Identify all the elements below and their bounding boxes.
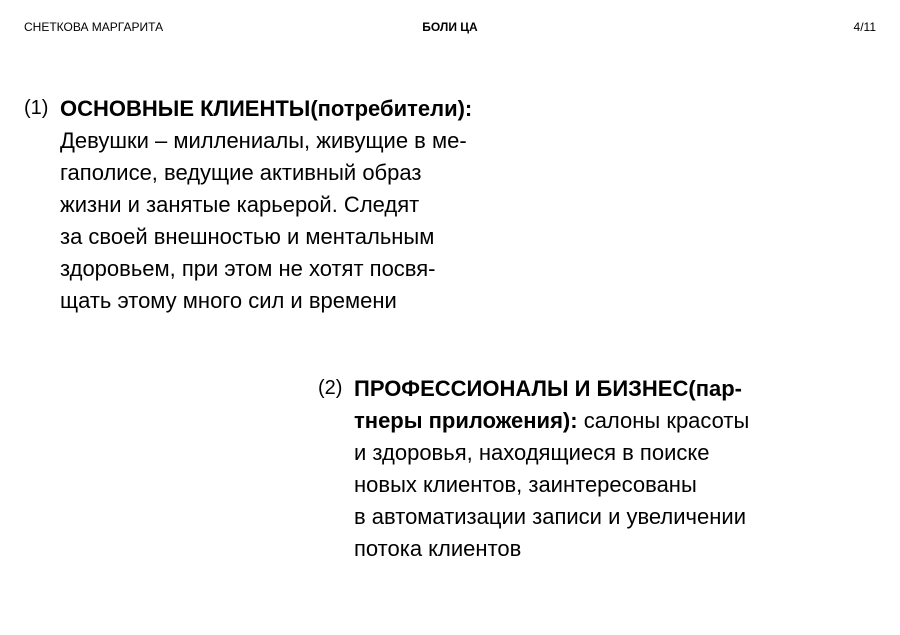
page-number: 4/11 xyxy=(853,20,876,34)
block-number: (1) xyxy=(24,97,49,119)
block-professionals xyxy=(318,373,878,565)
block-heading-end: тнеры приложения): xyxy=(354,408,578,433)
block-line: щать этому много сил и времени xyxy=(60,288,397,313)
block-main-clients xyxy=(24,93,584,317)
block-line: жизни и занятые карьерой. Следят xyxy=(60,192,420,217)
block-line: гаполисе, ведущие активный образ xyxy=(60,160,422,185)
slide-title: БОЛИ ЦА xyxy=(422,20,478,34)
block-line: в автоматизации записи и увеличении xyxy=(354,504,746,529)
block-line: потока клиентов xyxy=(354,536,522,561)
block-line xyxy=(354,405,878,437)
block-line: и здоровья, находящиеся в поиске xyxy=(354,440,710,465)
block-line: за своей внешностью и ментальным xyxy=(60,224,435,249)
slide-header xyxy=(24,20,876,36)
author-name: СНЕТКОВА МАРГАРИТА xyxy=(24,20,164,34)
block-heading: ПРОФЕССИОНАЛЫ И БИЗНЕС(пар- xyxy=(354,376,742,401)
block-text xyxy=(354,373,878,565)
block-line: Девушки – миллениалы, живущие в ме- xyxy=(60,128,467,153)
block-line: новых клиентов, заинтересованы xyxy=(354,472,697,497)
block-heading: ОСНОВНЫЕ КЛИЕНТЫ(потребители): xyxy=(60,96,473,121)
block-text xyxy=(60,93,584,317)
block-number: (2) xyxy=(318,377,343,399)
block-line-rest: салоны красоты xyxy=(577,408,750,433)
block-line: здоровьем, при этом не хотят посвя- xyxy=(60,256,436,281)
